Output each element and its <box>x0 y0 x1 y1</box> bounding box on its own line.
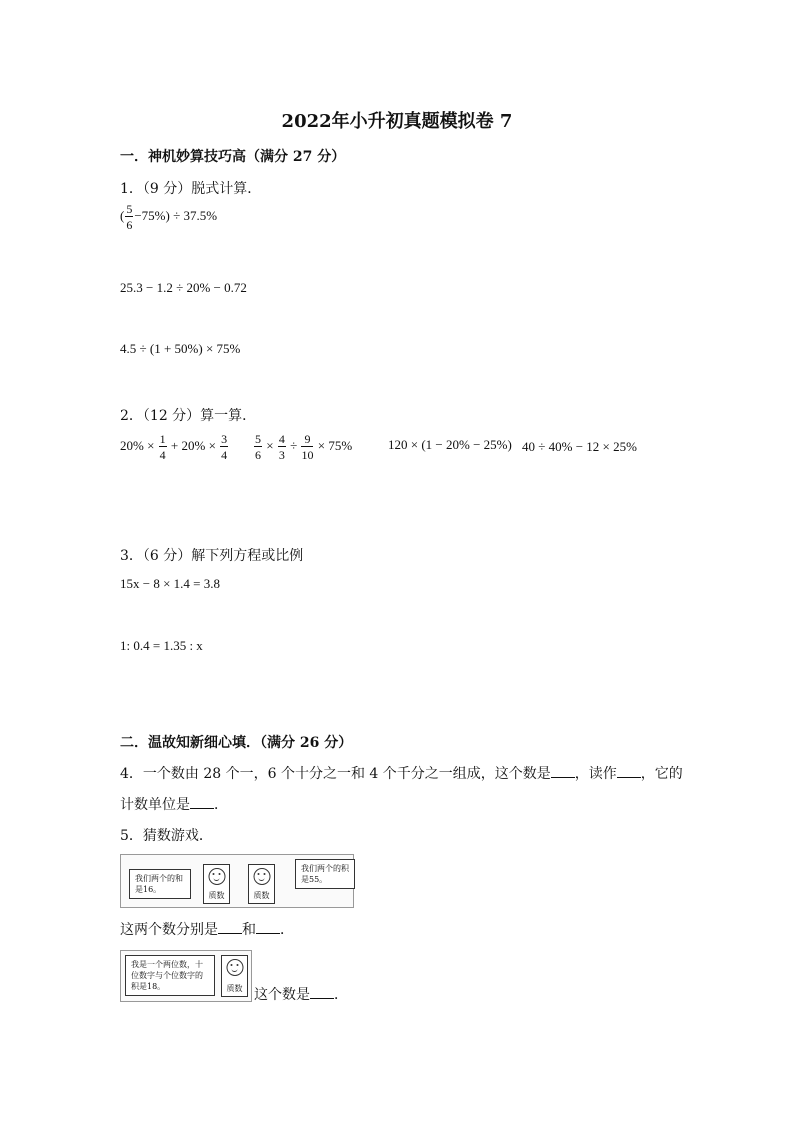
q4-text-c: ，它的 <box>640 766 683 782</box>
speech-bubble-two-digit: 我是一个两位数，十位数字与个位数字的积是18。 <box>125 955 215 996</box>
face-icon <box>208 868 225 885</box>
q4-text-e: ． <box>214 797 228 813</box>
fraction-numerator: 5 <box>255 432 261 446</box>
q2-b-divide: ÷ <box>290 437 298 453</box>
q4-answer-blank-unit[interactable] <box>190 794 214 809</box>
q3-equation-2: 1: 0.4 = 1.35 : x <box>120 638 203 653</box>
q1-e1-open: ( <box>120 207 125 223</box>
face-icon <box>226 959 243 976</box>
q4-answer-blank-reading[interactable] <box>617 763 641 778</box>
fraction-denominator: 6 <box>255 448 261 462</box>
q2-a-fraction-2 <box>220 433 228 461</box>
q2-expression-c: 120 × (1 − 20% − 25%) <box>388 437 512 452</box>
fraction-numerator: 3 <box>221 432 228 446</box>
q2-a-middle: + 20% × <box>170 437 216 453</box>
fraction-numerator: 9 <box>301 433 313 447</box>
page-title: 2022年小升初真题模拟卷 7 <box>281 111 513 132</box>
q5-answer-blank-2[interactable] <box>256 919 280 934</box>
prime-card-1 <box>203 864 230 904</box>
q2-b-post: × 75% <box>317 437 353 453</box>
q4-text-a: 4．一个数由 28 个一，6 个十分之一和 4 个千分之一组成，这个数是 <box>120 766 551 782</box>
card-label: 质数 <box>253 891 270 900</box>
q4-text-d: 计数单位是 <box>120 797 190 813</box>
q3-equation-1: 15x − 8 × 1.4 = 3.8 <box>120 576 220 591</box>
q1-e1-fraction <box>125 203 133 231</box>
q2-expression-a <box>120 433 229 461</box>
q2-expression-b <box>253 433 352 461</box>
fraction-numerator: 4 <box>278 432 285 446</box>
q2-b-fraction-2 <box>278 433 286 461</box>
q4-answer-blank-number[interactable] <box>551 763 575 778</box>
q2-a-fraction-1 <box>159 433 167 461</box>
prime-card-2 <box>248 864 275 904</box>
q5-picture-2 <box>120 950 252 1002</box>
question-2-label: 2．（12 分）算一算． <box>120 408 257 424</box>
question-4-line-2 <box>120 794 228 814</box>
q5-text-e: ． <box>334 987 348 1003</box>
q5-answer-line-2 <box>254 984 348 1004</box>
q1-expression-3: 4.5 ÷ (1 + 50%) × 75% <box>120 341 241 356</box>
section-2-heading: 二．温故知新细心填．（满分 26 分） <box>120 735 353 751</box>
q5-text-b: 和 <box>242 922 256 938</box>
q2-b-fraction-1 <box>254 433 262 461</box>
fraction-numerator: 5 <box>126 202 133 216</box>
fraction-denominator: 4 <box>221 448 228 462</box>
question-1-label: 1．（9 分）脱式计算． <box>120 181 262 197</box>
fraction-denominator: 4 <box>159 448 166 462</box>
q5-text-d: 这个数是 <box>254 987 310 1003</box>
prime-card-3 <box>221 955 248 997</box>
card-label: 质数 <box>226 984 243 993</box>
q1-e1-rest: −75%) ÷ 37.5% <box>134 207 218 223</box>
question-5-label: 5．猜数游戏． <box>120 828 213 844</box>
q5-text-a: 这两个数分别是 <box>120 922 218 938</box>
face-icon <box>253 868 270 885</box>
q5-answer-blank-3[interactable] <box>310 984 334 999</box>
card-label: 质数 <box>208 891 225 900</box>
speech-bubble-sum: 我们两个的和是16。 <box>129 869 191 899</box>
q2-a-prefix: 20% × <box>120 437 155 453</box>
q2-b-times: × <box>266 437 274 453</box>
question-4-line-1 <box>120 763 683 783</box>
fraction-denominator: 6 <box>126 218 133 232</box>
q2-b-fraction-3 <box>301 433 313 461</box>
q5-answer-blank-1[interactable] <box>218 919 242 934</box>
q1-expression-2: 25.3 − 1.2 ÷ 20% − 0.72 <box>120 280 247 295</box>
q5-picture-1 <box>120 854 354 908</box>
fraction-denominator: 10 <box>301 448 314 462</box>
q2-expression-d: 40 ÷ 40% − 12 × 25% <box>522 439 637 454</box>
question-3-label: 3．（6 分）解下列方程或比例 <box>120 548 304 564</box>
q5-answer-line-1 <box>120 919 294 939</box>
q1-expression-1 <box>120 203 217 231</box>
q5-text-c: ． <box>280 922 294 938</box>
fraction-denominator: 3 <box>278 448 285 462</box>
q4-text-b: ，读作 <box>574 766 617 782</box>
fraction-numerator: 1 <box>159 432 166 446</box>
section-1-heading: 一．神机妙算技巧高（满分 27 分） <box>120 149 346 165</box>
speech-bubble-product: 我们两个的积是55。 <box>295 859 355 889</box>
